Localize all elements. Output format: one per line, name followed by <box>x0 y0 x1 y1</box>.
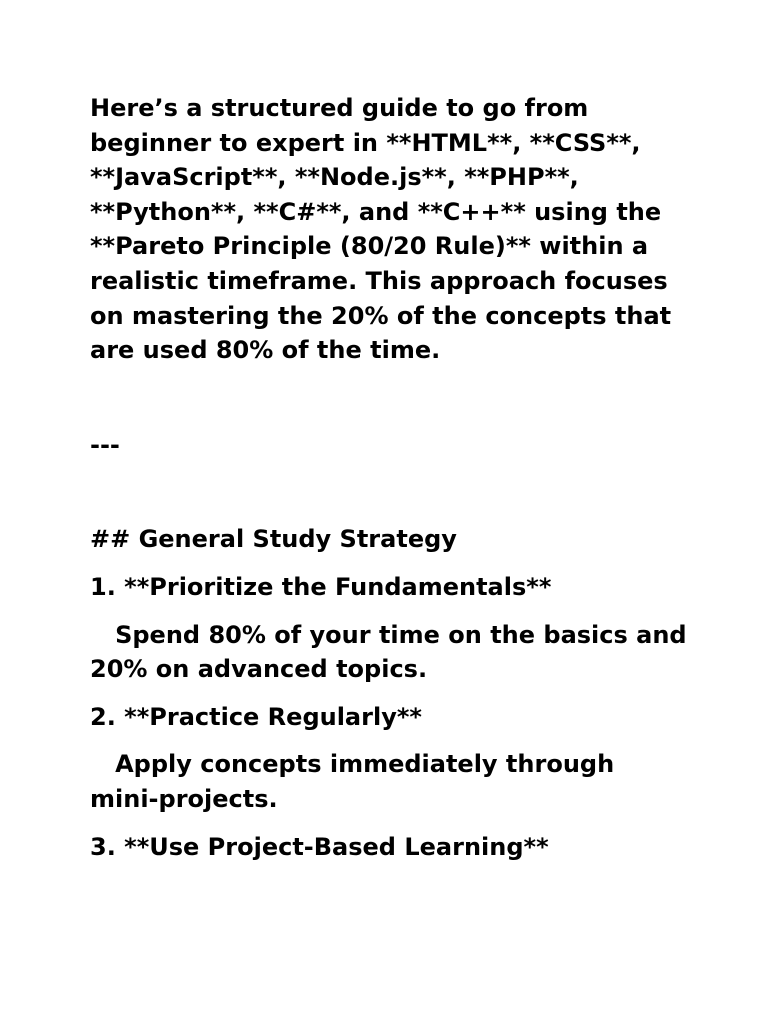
document-page <box>90 91 695 877</box>
list-item-detail: Apply concepts immediately through mini-projects. <box>90 750 623 813</box>
list-item: 2. **Practice Regularly** <box>90 702 422 731</box>
section-heading: ## General Study Strategy <box>90 525 457 554</box>
intro-paragraph: Here’s a structured guide to go from beginner to expert in **HTML**, **CSS**, **JavaScript**, **Node.js**, **PHP**, **Python**, **C#**, and **C++** using the **Pareto Principle (80/20 Rule)** within a realistic timeframe. This approach focuses on mastering the 20% of the concepts that are used 80% of the time. <box>90 94 680 365</box>
section-separator: --- <box>90 430 120 459</box>
list-item-detail: Spend 80% of your time on the basics and 20% on advanced topics. <box>90 620 695 684</box>
list-item: 1. **Prioritize the Fundamentals** <box>90 572 552 601</box>
list-item: 3. **Use Project-Based Learning** <box>90 832 549 861</box>
